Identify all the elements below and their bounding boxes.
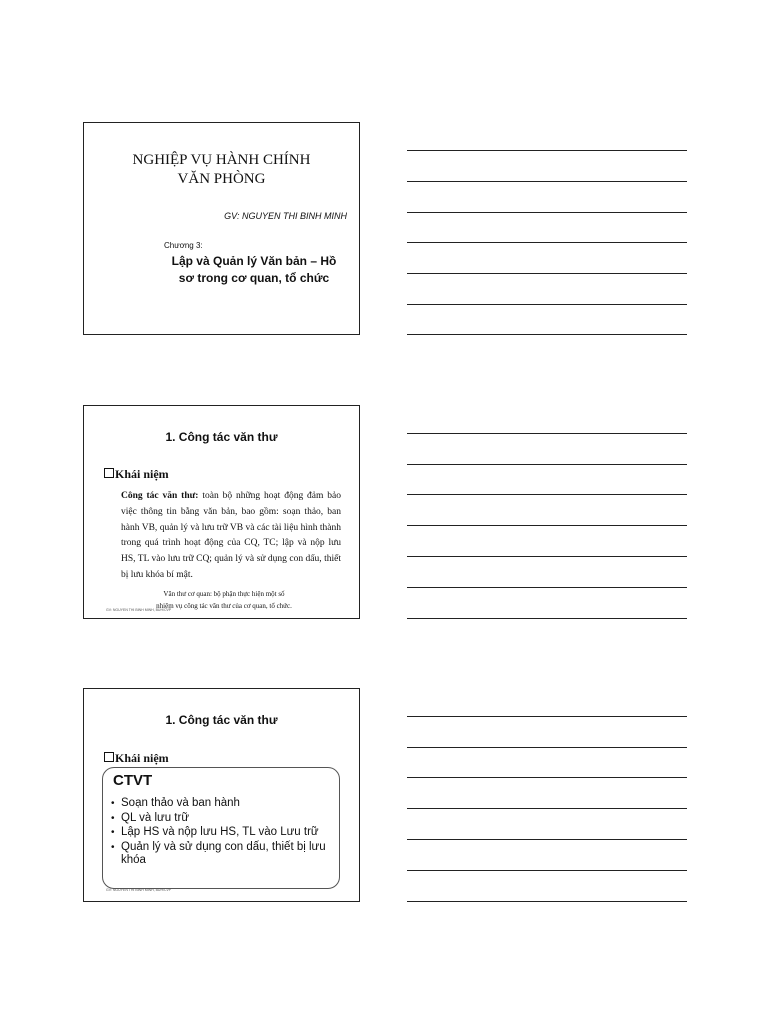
checkbox-bullet-icon xyxy=(104,468,114,478)
note-line xyxy=(407,777,687,778)
slide-footer: GV: NGUYEN THI BINH MINH, BUH/CVP xyxy=(106,608,172,612)
concept-label: Khái niệm xyxy=(115,467,169,481)
checkbox-bullet-icon xyxy=(104,752,114,762)
slide-footer: GV: NGUYEN THI BINH MINH, BUH/CVP xyxy=(106,888,172,892)
note-line xyxy=(407,808,687,809)
note-line xyxy=(407,334,687,335)
box-title: CTVT xyxy=(113,772,153,789)
note-line-2: nhiệm vụ công tác văn thư của cơ quan, tổ chức. xyxy=(156,602,292,610)
chapter-label: Chương 3: xyxy=(164,241,203,250)
ctvt-list xyxy=(111,797,336,868)
note-line-1: Văn thư cơ quan: bộ phận thực hiện một số xyxy=(163,590,285,598)
concept-heading xyxy=(104,467,169,482)
note-line xyxy=(407,304,687,305)
list-item: • Lập HS và nộp lưu HS, TL vào Lưu trữ xyxy=(111,826,336,839)
subtitle-line-1: Lập và Quản lý Văn bản – Hồ xyxy=(171,254,337,268)
list-item: • QL và lưu trữ xyxy=(111,812,336,825)
note-line xyxy=(407,525,687,526)
note-line xyxy=(407,242,687,243)
concept-heading xyxy=(104,751,169,766)
note-line xyxy=(407,433,687,434)
list-item: • Quản lý và sử dụng con dấu, thiết bị lưu khóa xyxy=(111,841,336,867)
slide-heading: 1. Công tác văn thư xyxy=(165,430,278,444)
slide-1 xyxy=(83,122,360,335)
subtitle-line-2: sơ trong cơ quan, tổ chức xyxy=(178,271,330,285)
definition-term: Công tác văn thư: xyxy=(121,491,199,501)
note-line xyxy=(407,181,687,182)
slide-3 xyxy=(83,688,360,902)
ctvt-box xyxy=(102,767,340,889)
title-line-2: VĂN PHÒNG xyxy=(177,171,266,187)
note-line xyxy=(407,839,687,840)
title-line-1: NGHIỆP VỤ HÀNH CHÍNH xyxy=(132,152,311,168)
note-line xyxy=(407,870,687,871)
slide-heading: 1. Công tác văn thư xyxy=(165,713,278,727)
note-line xyxy=(407,464,687,465)
list-item: • Soạn thảo và ban hành xyxy=(111,797,336,810)
concept-label: Khái niệm xyxy=(115,751,169,765)
lecturer-name: GV: NGUYEN THI BINH MINH xyxy=(224,211,347,221)
chapter-subtitle xyxy=(154,253,354,287)
note-line xyxy=(407,212,687,213)
note-line xyxy=(407,747,687,748)
definition-body: toàn bộ những hoạt động đảm bảo việc thông tin bằng văn bản, bao gồm: soạn thảo, ban hành VB, quản lý và lưu trữ VB và các tài liệu hình thành trong quá trình hoạt động của CQ, TC; lập và nộp lưu HS, TL vào lưu trữ CQ; quản lý và sử dụng con dấu, thiết bị lưu khóa bí mật. xyxy=(121,491,341,580)
slide-2 xyxy=(83,405,360,619)
slide-title xyxy=(84,151,359,189)
note-line xyxy=(407,556,687,557)
note-line xyxy=(407,150,687,151)
note-line xyxy=(407,494,687,495)
note-line xyxy=(407,901,687,902)
note-line xyxy=(407,587,687,588)
note-line xyxy=(407,716,687,717)
definition-text xyxy=(121,489,341,584)
note-line xyxy=(407,618,687,619)
note-line xyxy=(407,273,687,274)
